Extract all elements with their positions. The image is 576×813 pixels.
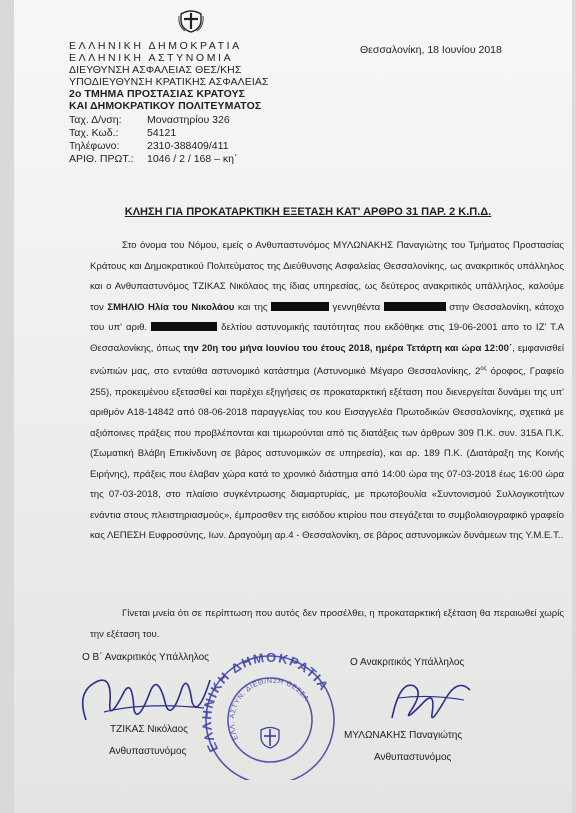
signatory-right-name: ΜΥΛΩΝΑΚΗΣ Παναγιώτης — [344, 730, 463, 741]
superscript: ος — [480, 366, 487, 372]
appearance-date: την 20η του μήνα Ιουνίου του έτους 2018, ημέρα Τετάρτη και ώρα 12:00΄ — [183, 342, 513, 354]
body-text: , εμφανισθεί ενώπιών μας, στο ενταύθα αστυνομικό κατάστημα (Αστυνομικό Μέγαρο Θεσσαλονίκης, 2 — [90, 342, 565, 378]
signatory-left-rank: Ανθυπαστυνόμος — [109, 746, 187, 757]
field-phone — [69, 140, 229, 152]
document-page — [14, 0, 572, 813]
field-value: 54121 — [147, 127, 177, 139]
header-subdirectorate: ΥΠΟΔΙΕΥΘΥΝΣΗ ΚΡΑΤΙΚΗΣ ΑΣΦΑΛΕΙΑΣ — [69, 76, 269, 88]
field-value: Μοναστηρίου 326 — [147, 114, 230, 126]
document-date: Θεσσαλονίκη, 18 Ιουνίου 2018 — [360, 44, 502, 56]
field-label: Ταχ. Κωδ.: — [69, 127, 119, 139]
signatory-left-name: ΤΖΙΚΑΣ Νικόλαος — [110, 724, 188, 735]
redaction-bar — [151, 322, 217, 331]
field-value: 1046 / 2 / 168 – κη΄ — [147, 153, 238, 165]
signatory-right-role: Ο Ανακριτικός Υπάλληλος — [350, 657, 465, 668]
body-text: γεννηθέντα — [329, 301, 384, 313]
greek-coat-of-arms-icon — [177, 6, 205, 34]
field-address — [69, 114, 230, 126]
left-handwritten-signature — [74, 662, 224, 732]
right-handwritten-signature — [374, 668, 484, 728]
body-text: όροφος, Γραφείο 255), προκειμένου εξετασθεί και παρέχει εξηγήσεις σε προκαταρκτική εξέταση που διενεργείται δυνάμει της υπ' αριθμόν Α18-14842 από 08-06-2018 παραγγελίας του κου Εισαγγελέα Πρωτοδικών Θεσσαλονίκης, σχετικά με αξιόποινες πράξεις που προβλέπονται και τιμωρούνται από τις διατάξεις των άρθρων 309 Π.Κ. συν. 315Α Π.Κ. (Σωματική Βλάβη Επικίνδυνη σε βάρος αστυνομικών σε υπηρεσία), και αρ. 189 Π.Κ. (Διατάραξη της Κοινής Ειρήνης), πράξεις που έλαβαν χώρα κατά το χρονικό διάστημα από 14:00 ώρα της 07-03-2018 έως 16:00 ώρα της 07-03-2018, στο πλαίσιο συγκέντρωσης διαμαρτυρίας, με πρωτοβουλία «Συντονισμού Συλλογικοτήτων ενάντια στους πλειστηριασμούς», έμπροσθεν της εισόδου κτιρίου που στεγάζεται το συμβολαιογραφικό γραφείο κας ΛΕΠΕΣΗ Ευφροσύνης, Ιων. Δραγούμη αρ.4 - Θεσσαλονίκη, σε βάρος αστυνομικών δυνάμεων της Υ.Μ.Ε.Τ.. — [90, 366, 564, 542]
header-police: ΕΛΛΗΝΙΚΗ ΑΣΤΥΝΟΜΙΑ — [69, 52, 234, 64]
stamp-outer-text: ΕΛΛΗΝΙΚΗ ΔΗΜΟΚΡΑΤΙΑ — [199, 649, 333, 755]
body-paragraph-1 — [90, 236, 564, 547]
stamp-emblem-icon — [261, 728, 279, 749]
field-value: 2310-388409/411 — [147, 140, 229, 152]
signatory-left-role: Ο Β΄ Ανακριτικός Υπάλληλος — [82, 652, 209, 663]
redaction-bar — [384, 302, 446, 311]
body-text: Γίνεται μνεία ότι σε περίπτωση που αυτός δεν προσέλθει, η προκαταρκτική εξέταση θα περαιωθεί χωρίς την εξέταση του. — [90, 608, 564, 640]
signatory-right-rank: Ανθυπαστυνόμος — [374, 752, 452, 763]
field-label: Τηλέφωνο: — [69, 140, 120, 152]
summoned-person-name: ΣΜΗΛΙΟ Ηλία του Νικολάου — [107, 301, 235, 313]
stamp-inner-text: ΕΛΛ. ΑΣΤΥΝ. ΔΙΕΘ/ΝΣΗ ΘΕΣΣΑΛΙΑΣ — [229, 677, 310, 741]
body-paragraph-2 — [90, 604, 564, 645]
header-department-2: ΚΑΙ ΔΗΜΟΚΡΑΤΙΚΟΥ ΠΟΛΙΤΕΥΜΑΤΟΣ — [69, 100, 262, 112]
header-directorate: ΔΙΕΥΘΥΝΣΗ ΑΣΦΑΛΕΙΑΣ ΘΕΣ/ΚΗΣ — [69, 64, 242, 76]
body-text: Στο όνομα του Νόμου, εμείς ο Ανθυπαστυνόμος ΜΥΛΩΝΑΚΗΣ Παναγιώτης του Τμήματος Προστασίας Κράτους και Δημοκρατικού Πολιτεύματος της Διεύθυνσης Ασφαλείας Θεσσαλονίκης, ως ανακριτικός υπάλληλος και ο Ανθυπαστυνόμος ΤΖΙΚΑΣ Νικόλαος της ίδιας υπηρεσίας, ως δεύτερος ανακριτικός υπάλληλος, καλούμε τον — [90, 240, 564, 313]
redaction-bar — [271, 302, 329, 311]
header-republic: ΕΛΛΗΝΙΚΗ ΔΗΜΟΚΡΑΤΙΑ — [69, 40, 242, 52]
field-protocol — [69, 153, 237, 165]
field-label: ΑΡΙΘ. ΠΡΩΤ.: — [69, 153, 134, 165]
body-text: στην Θεσσαλονίκη, κάτοχο του υπ' αριθ. — [90, 301, 565, 333]
body-text: και της — [234, 301, 272, 313]
field-label: Ταχ. Δ/νση: — [69, 114, 122, 126]
body-text: δελτίου αστυνομικής ταυτότητας που εκδόθηκε στις 19-06-2001 απο το ΙΖ' Τ.Α Θεσσαλονίκης, όπως — [90, 322, 564, 354]
header-department: 2ο ΤΜΗΜΑ ΠΡΟΣΤΑΣΙΑΣ ΚΡΑΤΟΥΣ — [69, 88, 246, 100]
field-postcode — [69, 127, 176, 139]
document-title: ΚΛΗΣΗ ΓΙΑ ΠΡΟΚΑΤΑΡΚΤΙΚΗ ΕΞΕΤΑΣΗ ΚΑΤ' ΑΡΘΡΟ 31 ΠΑΡ. 2 Κ.Π.Δ. — [124, 206, 492, 218]
